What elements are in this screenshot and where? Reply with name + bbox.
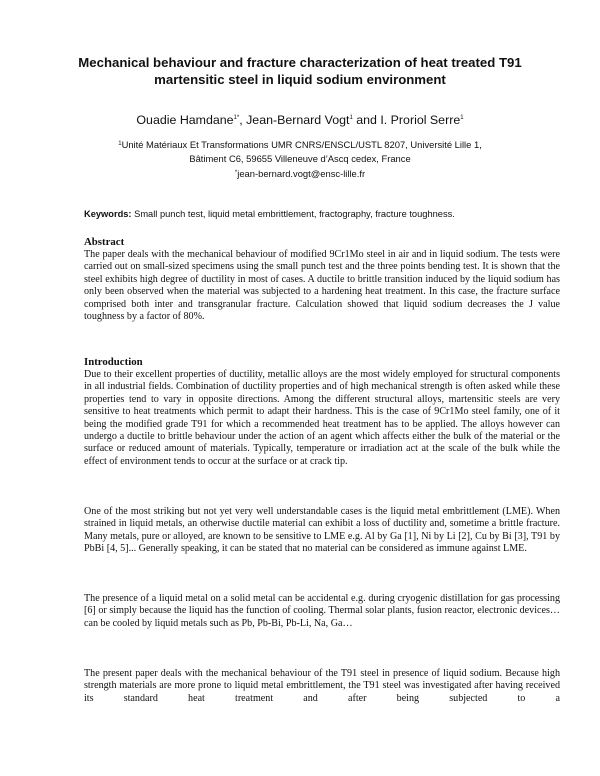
author-separator: , [239,113,247,127]
abstract-heading: Abstract [84,236,125,248]
affiliation-mark: 1 [118,141,122,147]
affiliation-text: Unité Matériaux Et Transformations UMR CNRS/ENSCL/USTL 8207, Université Lille 1, [121,139,482,150]
affiliation-line: Bâtiment C6, 59655 Villeneuve d’Ascq cedex, France [189,153,411,164]
author-mark: 1 [349,115,353,121]
author-name: I. Proriol Serre [380,113,461,127]
email-address: jean-bernard.vogt@ensc-lille.fr [237,168,366,179]
intro-paragraph: Due to their excellent properties of ductility, metallic alloys are the most widely employed for structural components in all industrial fields. Combination of ductility properties and of high mechanical strength is often asked while these properties tend to vary in opposite directions. Among the different structural alloys, martensitic steels are very sensitive to heat treatments which permit to adapt their hardness. This is the case of 9Cr1Mo steel family, one of it being the modified grade T91 for which a recommended heat treatment has to be applied. The alloys however can undergo a ductile to brittle behaviour under the action of an agent which affects either the bulk of the material or the surface or reduced amount of materials. Typically, temperature or irradiation act at the scale of the bulk while the effect of environment tends to occur at the surface or at crack tip. [84,369,560,467]
intro-paragraph: One of the most striking but not yet very well understandable cases is the liquid metal embrittlement (LME). When strained in liquid metals, an otherwise ductile material can exhibit a loss of ductility and, sometime a brittle fracture. Many metals, pure or alloyed, are known to be sensitive to LME e.g. Al by Ga [1], Ni by Li [2], Cu by Bi [3], T91 by PbBi [4, 5]... Generally speaking, it can be stated that no material can be considered as immune against LME. [84,506,560,555]
affiliation [60,137,540,181]
author-name: Ouadie Hamdane [136,113,234,127]
introduction-heading: Introduction [84,356,143,368]
intro-paragraph: The present paper deals with the mechanical behaviour of the T91 steel in presence of liquid sodium. Because high strength materials are more prone to liquid metal embrittlement, the T91 steel was investigated after having received its standard heat treatment and after being subjected to a [84,668,560,704]
keywords [84,208,524,220]
paper-title: Mechanical behaviour and fracture characterization of heat treated T91 martensitic steel in liquid sodium environment [78,55,522,87]
affiliation-line [60,137,540,152]
abstract-text: The paper deals with the mechanical behaviour of modified 9Cr1Mo steel in air and in liquid sodium. The tests were carried out on small-sized specimens using the small punch test and the three points bending test. It is shown that the steel exhibits high degree of ductility in most of cases. A ductile to brittle transition induced by the liquid sodium has only been observed when the material was subjected to a hardening heat treatment. In this case, the fracture surface comprised both inter and transgranular fracture. Calculation showed that liquid sodium decreases the J value toughness by a factor of 80%. [84,249,560,323]
author-separator: and [352,113,381,127]
intro-paragraph: The presence of a liquid metal on a solid metal can be accidental e.g. during cryogenic distillation for gas processing [6] or simply because the liquid has the function of cooling. Thermal solar plants, fusion reactor, electronic devices… can be cooled by liquid metals such as Pb, Pb-Bi, Pb-Li, Na, Ga… [84,593,560,629]
keywords-text: Small punch test, liquid metal embrittlement, fractography, fracture toughness. [131,209,455,219]
email-mark: * [234,170,238,176]
keywords-label: Keywords: [84,209,132,219]
author-mark: 1 [460,115,464,121]
author-mark: 1* [233,115,240,121]
author-name: Jean-Bernard Vogt [246,113,350,127]
author-line [60,110,540,128]
email-line [60,166,540,181]
